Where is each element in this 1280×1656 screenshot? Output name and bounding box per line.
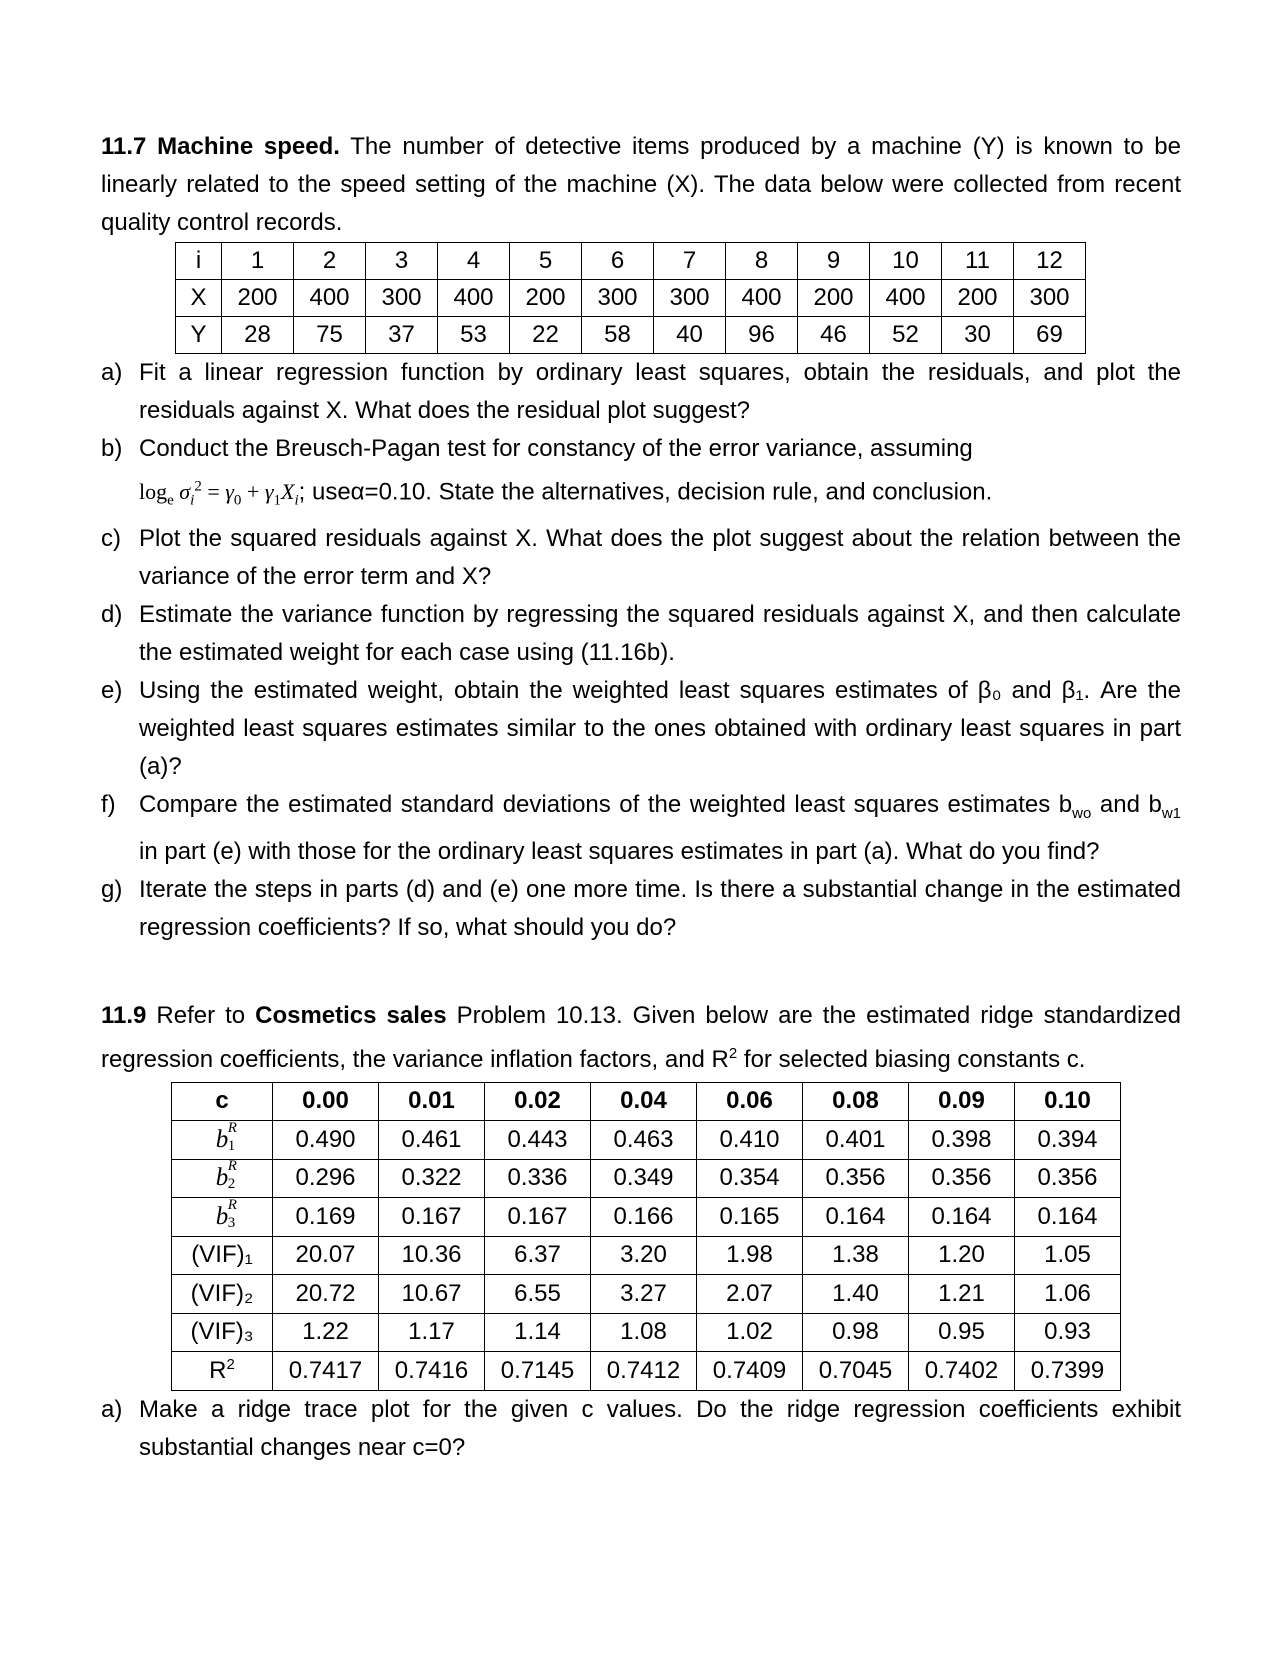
table-cell: 0.7145 xyxy=(485,1352,591,1391)
table-cell: 1.17 xyxy=(379,1313,485,1352)
subscript: w1 xyxy=(1161,804,1181,822)
part-text: in part (e) with those for the ordinary least squares estimates in part (a). What do you find? xyxy=(139,837,1100,865)
problem-11-9-parts xyxy=(101,1391,1181,1467)
table-cell: 30 xyxy=(942,317,1014,354)
table-cell: 200 xyxy=(942,280,1014,317)
coef-superscript: R xyxy=(227,1158,237,1175)
coef-superscript: R xyxy=(227,1196,237,1213)
table-cell: 8 xyxy=(726,243,798,280)
table-cell: 300 xyxy=(1014,280,1086,317)
coef-base: b xyxy=(215,1202,229,1230)
table-cell: 1.08 xyxy=(591,1313,697,1352)
header-cell: 0.08 xyxy=(803,1082,909,1121)
table-cell: 0.164 xyxy=(803,1198,909,1237)
row-label xyxy=(172,1198,273,1237)
table-cell: 1.20 xyxy=(909,1236,1015,1275)
problem-intro-text: The number of detective items produced by a machine (Y) is known to be linearly related to the speed setting of the machine (X). The data below were collected from recent quality control records. xyxy=(101,133,1181,236)
table-cell: 0.410 xyxy=(697,1121,803,1160)
part-label: g) xyxy=(101,875,123,903)
table-cell: 0.98 xyxy=(803,1313,909,1352)
table-cell: 400 xyxy=(294,280,366,317)
part-label: e) xyxy=(101,676,123,704)
table-cell: 400 xyxy=(870,280,942,317)
row-label xyxy=(172,1159,273,1198)
table-cell: 6.55 xyxy=(485,1275,591,1314)
part-text: Plot the squared residuals against X. What does the plot suggest about the relation between the variance of the error term and X? xyxy=(139,524,1181,590)
table-cell: 46 xyxy=(798,317,870,354)
part-text: Compare the estimated standard deviations of the weighted least squares estimates b xyxy=(139,790,1073,818)
table-row-y xyxy=(176,317,1086,354)
part-b xyxy=(101,430,1181,520)
table-cell: 0.7417 xyxy=(273,1352,379,1391)
table-cell: 58 xyxy=(582,317,654,354)
row-label: Y xyxy=(176,317,222,354)
table-cell: 9 xyxy=(798,243,870,280)
table-cell: 0.398 xyxy=(909,1121,1015,1160)
table-cell: 0.443 xyxy=(485,1121,591,1160)
table-cell: 0.463 xyxy=(591,1121,697,1160)
table-cell: 6.37 xyxy=(485,1236,591,1275)
part-text: Estimate the variance function by regressing the squared residuals against X, and then calculate the estimated weight for each case using (11.16b). xyxy=(139,600,1181,666)
row-label xyxy=(172,1352,273,1391)
table-cell: 200 xyxy=(510,280,582,317)
table-cell: 0.7045 xyxy=(803,1352,909,1391)
ridge-regression-table xyxy=(171,1082,1121,1391)
document-page xyxy=(101,128,1181,1467)
table-cell: 0.322 xyxy=(379,1159,485,1198)
table-cell: 0.394 xyxy=(1015,1121,1121,1160)
table-cell: 0.95 xyxy=(909,1313,1015,1352)
problem-11-9-intro xyxy=(101,997,1181,1079)
table-cell: 52 xyxy=(870,317,942,354)
table-cell: 0.356 xyxy=(803,1159,909,1198)
table-cell: 4 xyxy=(438,243,510,280)
row-label: (VIF)₂ xyxy=(172,1275,273,1314)
table-cell: 300 xyxy=(654,280,726,317)
part-text: Conduct the Breusch-Pagan test for constancy of the error variance, assuming xyxy=(139,435,973,462)
problem-reference: Cosmetics sales xyxy=(255,1001,447,1029)
header-label: c xyxy=(172,1082,273,1121)
table-row-x xyxy=(176,280,1086,317)
row-label: (VIF)₁ xyxy=(172,1236,273,1275)
table-cell: 400 xyxy=(726,280,798,317)
table-cell: 0.7402 xyxy=(909,1352,1015,1391)
table-cell: 1.40 xyxy=(803,1275,909,1314)
r2-superscript: 2 xyxy=(226,1356,235,1374)
part-text: Fit a linear regression function by ordinary least squares, obtain the residuals, and plot the residuals against X. What does the residual plot suggest? xyxy=(139,359,1181,424)
part-text-continued: ; useα=0.10. State the alternatives, decision rule, and conclusion. xyxy=(298,478,993,506)
table-row-vif2 xyxy=(172,1275,1121,1314)
coef-subscript: 3 xyxy=(227,1214,236,1231)
table-cell: 0.490 xyxy=(273,1121,379,1160)
table-cell: 3.20 xyxy=(591,1236,697,1275)
table-cell: 2 xyxy=(294,243,366,280)
header-cell: 0.09 xyxy=(909,1082,1015,1121)
table-cell: 0.354 xyxy=(697,1159,803,1198)
table-cell: 0.7409 xyxy=(697,1352,803,1391)
table-cell: 3.27 xyxy=(591,1275,697,1314)
row-label: i xyxy=(176,243,222,280)
table-cell: 200 xyxy=(222,280,294,317)
table-row-vif1 xyxy=(172,1236,1121,1275)
table-row-r2 xyxy=(172,1352,1121,1391)
part-label: d) xyxy=(101,600,123,628)
header-cell: 0.01 xyxy=(379,1082,485,1121)
table-cell: 0.164 xyxy=(1015,1198,1121,1237)
superscript: 2 xyxy=(728,1044,738,1062)
table-cell: 1 xyxy=(222,243,294,280)
part-a xyxy=(101,354,1181,430)
table-cell: 0.166 xyxy=(591,1198,697,1237)
table-cell: 1.21 xyxy=(909,1275,1015,1314)
table-cell: 2.07 xyxy=(697,1275,803,1314)
problem-11-7-intro xyxy=(101,128,1181,242)
table-row-b1r xyxy=(172,1121,1121,1160)
coef-base: b xyxy=(215,1164,229,1192)
header-cell: 0.06 xyxy=(697,1082,803,1121)
table-cell: 0.93 xyxy=(1015,1313,1121,1352)
table-cell: 28 xyxy=(222,317,294,354)
machine-speed-data-table xyxy=(175,242,1086,354)
table-cell: 3 xyxy=(366,243,438,280)
header-cell: 0.04 xyxy=(591,1082,697,1121)
table-cell: 20.72 xyxy=(273,1275,379,1314)
table-cell: 10 xyxy=(870,243,942,280)
table-cell: 0.349 xyxy=(591,1159,697,1198)
header-cell: 0.00 xyxy=(273,1082,379,1121)
part-c xyxy=(101,520,1181,596)
part-e xyxy=(101,672,1181,786)
table-row-b3r xyxy=(172,1198,1121,1237)
table-cell: 1.98 xyxy=(697,1236,803,1275)
table-cell: 0.167 xyxy=(379,1198,485,1237)
variance-model-formula: $\log_e \sigma_i^2 = \gamma_0 + \gamma_1X_i$ xyxy=(139,479,299,509)
table-header-row xyxy=(172,1082,1121,1121)
coef-subscript: 1 xyxy=(227,1137,236,1154)
table-cell: 75 xyxy=(294,317,366,354)
row-label: (VIF)₃ xyxy=(172,1313,273,1352)
coefficient-symbol xyxy=(215,1158,237,1193)
table-cell: 300 xyxy=(366,280,438,317)
header-cell: 0.10 xyxy=(1015,1082,1121,1121)
problem-intro-text: Refer to xyxy=(146,1001,256,1029)
table-cell: 1.02 xyxy=(697,1313,803,1352)
table-cell: 0.296 xyxy=(273,1159,379,1198)
table-cell: 5 xyxy=(510,243,582,280)
r2-label: R xyxy=(209,1357,227,1385)
part-text: Iterate the steps in parts (d) and (e) one more time. Is there a substantial change in the estimated regression coefficients? If so, what should you do? xyxy=(139,875,1181,941)
table-cell: 0.7412 xyxy=(591,1352,697,1391)
table-cell: 0.461 xyxy=(379,1121,485,1160)
table-cell: 53 xyxy=(438,317,510,354)
table-cell: 0.336 xyxy=(485,1159,591,1198)
table-cell: 12 xyxy=(1014,243,1086,280)
table-cell: 0.169 xyxy=(273,1198,379,1237)
part-text: Using the estimated weight, obtain the weighted least squares estimates of β₀ and β₁. Are the weighted least squares estimates similar to the ones obtained with ordinary least squares in part (a)? xyxy=(139,676,1181,780)
subscript: wo xyxy=(1072,804,1092,822)
part-label: b) xyxy=(101,435,123,462)
table-cell: 0.7416 xyxy=(379,1352,485,1391)
part-label: c) xyxy=(101,524,121,552)
table-cell: 69 xyxy=(1014,317,1086,354)
table-cell: 1.06 xyxy=(1015,1275,1121,1314)
part-a xyxy=(101,1391,1181,1467)
table-cell: 0.167 xyxy=(485,1198,591,1237)
table-cell: 0.164 xyxy=(909,1198,1015,1237)
problem-number: 11.9 xyxy=(101,1001,147,1029)
part-text: and b xyxy=(1091,790,1162,818)
table-cell: 1.22 xyxy=(273,1313,379,1352)
coef-superscript: R xyxy=(227,1119,237,1136)
part-d xyxy=(101,596,1181,672)
table-cell: 0.165 xyxy=(697,1198,803,1237)
table-row-i xyxy=(176,243,1086,280)
table-cell: 0.356 xyxy=(909,1159,1015,1198)
part-f xyxy=(101,786,1181,871)
problem-11-7-parts xyxy=(101,354,1181,947)
table-cell: 1.14 xyxy=(485,1313,591,1352)
table-cell: 400 xyxy=(438,280,510,317)
header-cell: 0.02 xyxy=(485,1082,591,1121)
row-label: X xyxy=(176,280,222,317)
problem-intro-text: Problem 10.13. Given below are the estimated ridge standardized regression coefficients, the variance inflation factors, and R xyxy=(101,1001,1181,1073)
table-cell: 10.36 xyxy=(379,1236,485,1275)
part-label: a) xyxy=(101,359,123,386)
table-cell: 10.67 xyxy=(379,1275,485,1314)
table-cell: 7 xyxy=(654,243,726,280)
coefficient-symbol xyxy=(215,1196,237,1231)
coef-subscript: 2 xyxy=(227,1176,236,1193)
table-cell: 0.356 xyxy=(1015,1159,1121,1198)
part-text: Make a ridge trace plot for the given c values. Do the ridge regression coefficients exhibit substantial changes near c=0? xyxy=(139,1395,1181,1461)
table-cell: 40 xyxy=(654,317,726,354)
table-cell: 0.401 xyxy=(803,1121,909,1160)
table-cell: 11 xyxy=(942,243,1014,280)
part-label: f) xyxy=(101,790,116,818)
problem-intro-text: for selected biasing constants c. xyxy=(737,1045,1086,1073)
table-cell: 96 xyxy=(726,317,798,354)
table-cell: 1.38 xyxy=(803,1236,909,1275)
table-row-vif3 xyxy=(172,1313,1121,1352)
table-cell: 22 xyxy=(510,317,582,354)
table-cell: 20.07 xyxy=(273,1236,379,1275)
problem-title: Machine speed. xyxy=(157,133,340,160)
part-label: a) xyxy=(101,1395,123,1423)
coef-base: b xyxy=(215,1125,229,1153)
part-g xyxy=(101,871,1181,947)
table-cell: 300 xyxy=(582,280,654,317)
table-cell: 6 xyxy=(582,243,654,280)
table-cell: 200 xyxy=(798,280,870,317)
table-cell: 0.7399 xyxy=(1015,1352,1121,1391)
table-cell: 37 xyxy=(366,317,438,354)
table-row-b2r xyxy=(172,1159,1121,1198)
table-cell: 1.05 xyxy=(1015,1236,1121,1275)
coefficient-symbol xyxy=(215,1119,237,1154)
row-label xyxy=(172,1121,273,1160)
problem-number: 11.7 xyxy=(101,133,147,160)
